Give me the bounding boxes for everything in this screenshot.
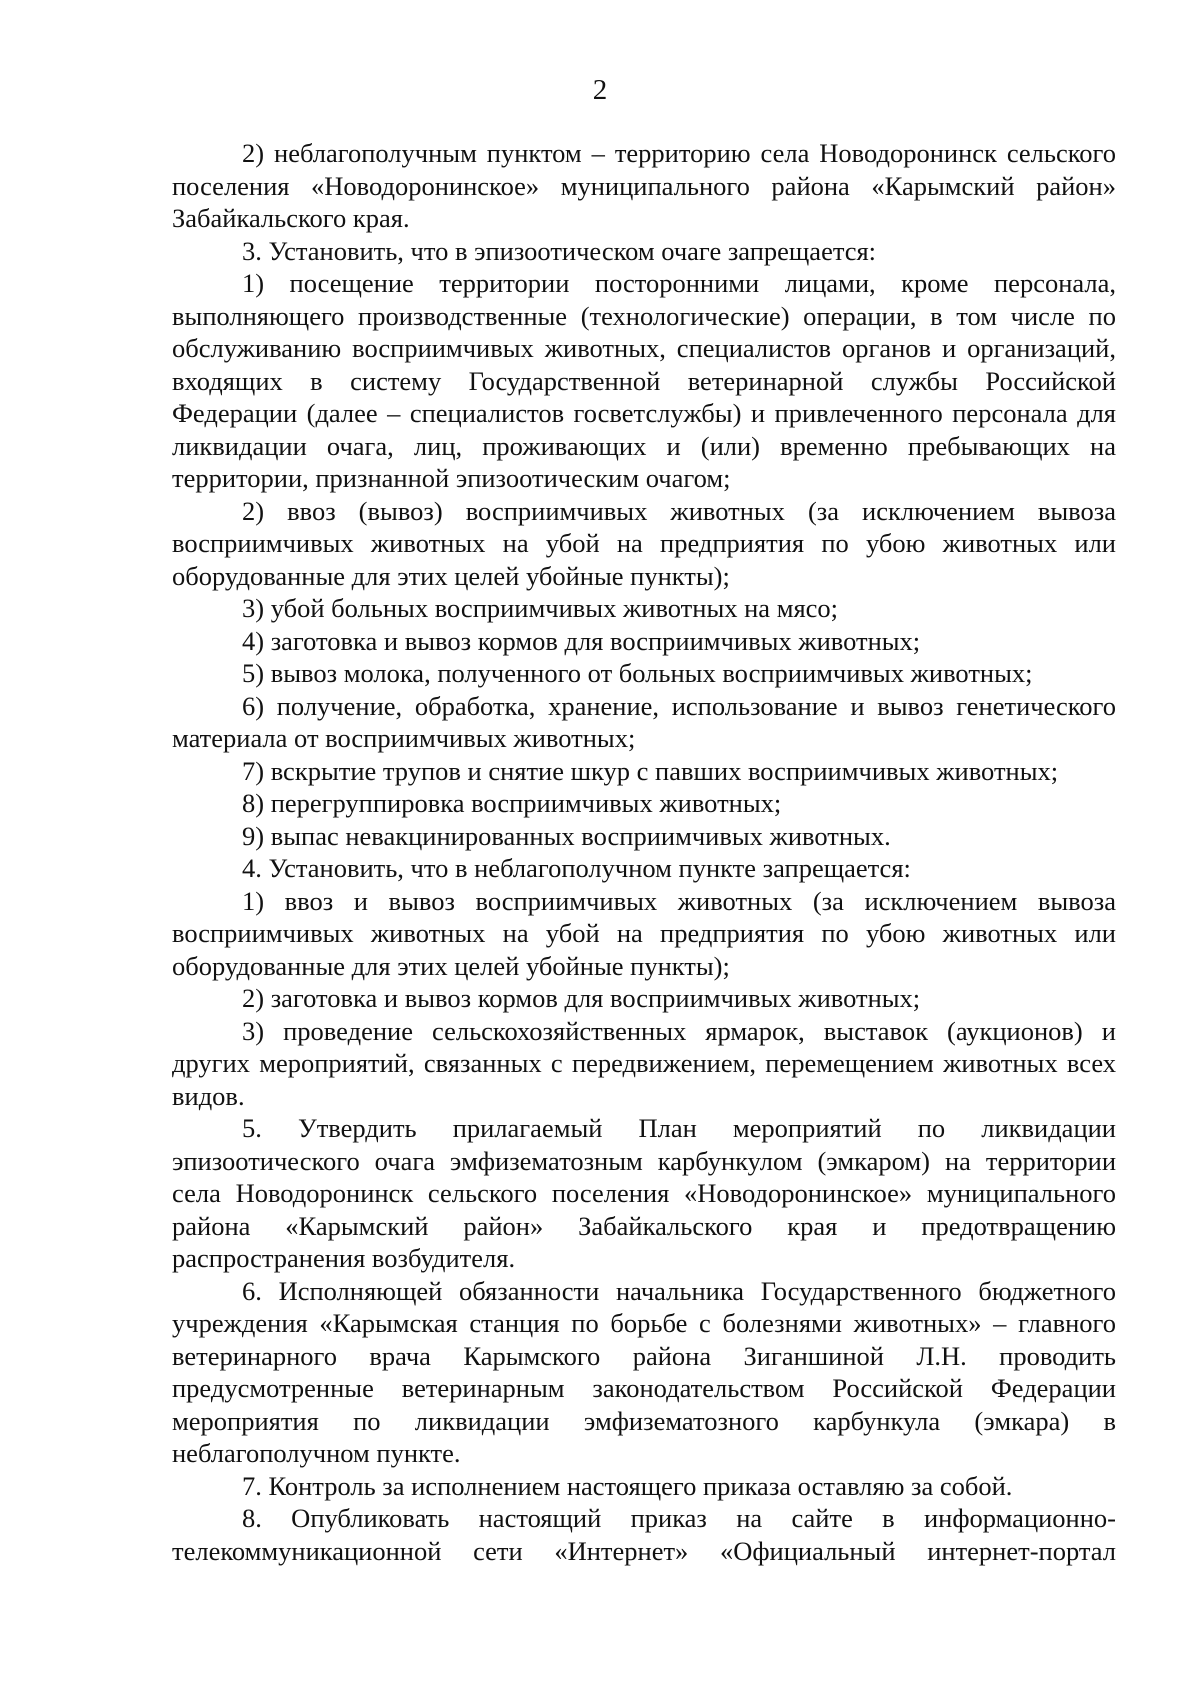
paragraph-4-3-fairs-ban: 3) проведение сельскохозяйственных ярмарок, выставок (аукционов) и других мероприятий, связанных с передвижением, перемещением животных всех видов. xyxy=(172,1015,1116,1111)
page-number: 2 xyxy=(592,74,608,106)
paragraph-4-1-import-export-ban: 1) ввоз и вывоз восприимчивых животных (за исключением вывоза восприимчивых животных на убой на предприятия по убою животных или оборудованные для этих целей убойные пункты); xyxy=(172,885,1116,981)
paragraph-3-6-genetic-material-ban: 6) получение, обработка, хранение, использование и вывоз генетического материала от восприимчивых животных; xyxy=(172,690,1116,753)
paragraph-3-9-grazing-ban: 9) выпас невакцинированных восприимчивых животных. xyxy=(242,820,891,851)
paragraph-section-4-heading: 4. Установить, что в неблагополучном пункте запрещается: xyxy=(242,853,911,883)
paragraph-section-3-heading: 3. Установить, что в эпизоотическом очаге запрещается: xyxy=(242,235,877,266)
paragraph-3-5-milk-ban: 5) вывоз молока, полученного от больных восприимчивых животных; xyxy=(242,658,1033,688)
document-body xyxy=(172,137,1116,1567)
paragraph-section-8-publish: 8. Опубликовать настоящий приказ на сайте в информационно-телекоммуникационной сети «Интернет» «Официальный интернет-портал xyxy=(172,1503,1116,1566)
paragraph-3-4-feed-ban: 4) заготовка и вывоз кормов для восприимчивых животных; xyxy=(242,625,921,656)
paragraph-4-2-feed-ban: 2) заготовка и вывоз кормов для восприимчивых животных; xyxy=(242,983,921,1013)
paragraph-3-8-regrouping-ban: 8) перегруппировка восприимчивых животных; xyxy=(242,788,782,818)
paragraph-3-3-slaughter-ban: 3) убой больных восприимчивых животных на мясо; xyxy=(242,593,839,623)
paragraph-section-7-control: 7. Контроль за исполнением настоящего приказа оставляю за собой. xyxy=(242,1470,1013,1501)
paragraph-section-6-responsible: 6. Исполняющей обязанности начальника Государственного бюджетного учреждения «Карымская станция по борьбе с болезнями животных» – главного ветеринарного врача Карымского района Зиганшиной Л.Н. проводить предусмотренные ветеринарным законодательством Российской Федерации мероприятия по ликвидации эмфизематозного карбункула (эмкара) в неблагополучном пункте. xyxy=(172,1275,1116,1468)
paragraph-definition-unfavorable-point: 2) неблагополучным пунктом – территорию села Новодоронинск сельского поселения «Новодоронинское» муниципального района «Карымский район» Забайкальского края. xyxy=(172,138,1116,233)
paragraph-3-2-import-export-ban: 2) ввоз (вывоз) восприимчивых животных (за исключением вывоза восприимчивых животных на убой на предприятия по убою животных или оборудованные для этих целей убойные пункты); xyxy=(172,495,1116,591)
paragraph-3-7-autopsy-ban: 7) вскрытие трупов и снятие шкур с павших восприимчивых животных; xyxy=(242,755,1059,786)
paragraph-section-5-plan: 5. Утвердить прилагаемый План мероприятий по ликвидации эпизоотического очага эмфизематозным карбункулом (эмкаром) на территории села Новодоронинск сельского поселения «Новодоронинское» муниципального района «Карымский район» Забайкальского края и предотвращению распространения возбудителя. xyxy=(172,1113,1116,1273)
paragraph-3-1-visit-ban: 1) посещение территории посторонними лицами, кроме персонала, выполняющего производственные (технологические) операции, в том числе по обслуживанию восприимчивых животных, специалистов органов и организаций, входящих в систему Государственной ветеринарной службы Российской Федерации (далее – специалистов госветслужбы) и привлеченного персонала для ликвидации очага, лиц, проживающих и (или) временно пребывающих на территории, признанной эпизоотическим очагом; xyxy=(172,268,1116,493)
